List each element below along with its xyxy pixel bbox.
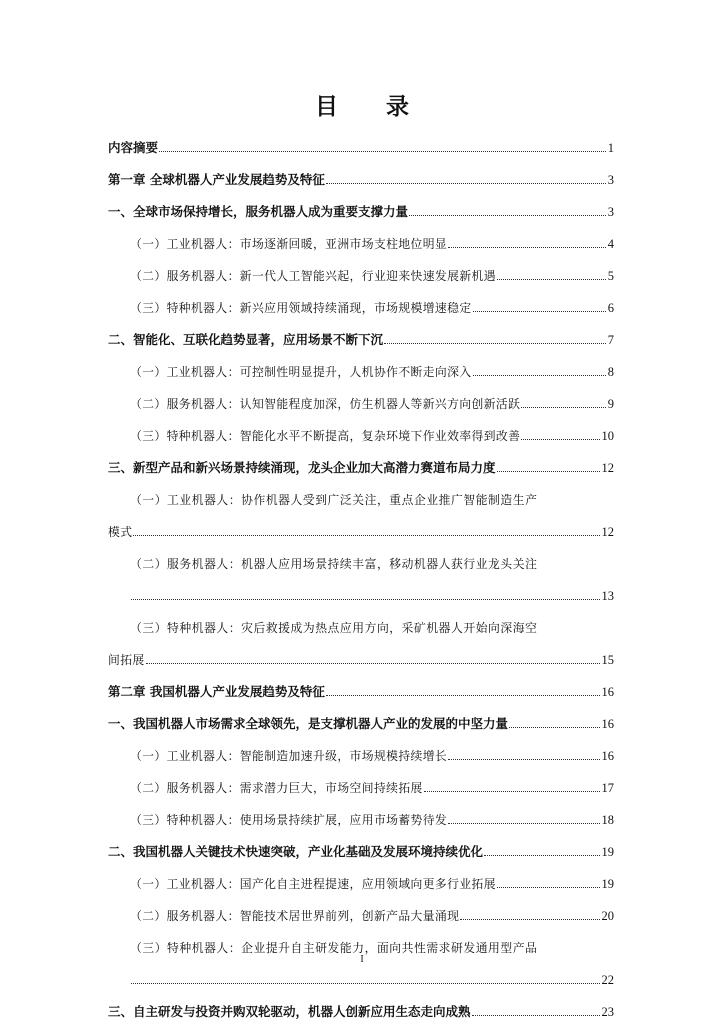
- toc-entry-label: 三、自主研发与投资并购双轮驱动，机器人创新应用生态走向成熟: [108, 1004, 471, 1019]
- toc-entry-label: （二）服务机器人：智能技术居世界前列，创新产品大量涌现: [130, 909, 460, 923]
- toc-entry-label: （三）特种机器人：使用场景持续扩展，应用市场蓄势待发: [130, 813, 448, 827]
- toc-page-number: 13: [601, 589, 614, 603]
- leader-dots: [384, 343, 606, 344]
- toc-page-number: 9: [607, 397, 614, 411]
- toc-page-number: 6: [607, 301, 614, 315]
- toc-entry[interactable]: [108, 669, 614, 701]
- leader-dots: [448, 759, 599, 760]
- toc-entry-label: （一）工业机器人：可控制性明显提升，人机协作不断走向深入: [130, 365, 472, 379]
- toc-page-number: 16: [601, 685, 614, 699]
- toc-page-number: 16: [601, 749, 614, 763]
- toc-entry[interactable]: [108, 285, 614, 317]
- toc-entry-label: 内容摘要: [108, 140, 159, 155]
- toc-entry-label: （一）工业机器人：智能制造加速升级，市场规模持续增长: [130, 749, 448, 763]
- toc-entry[interactable]: [108, 125, 614, 157]
- toc-entry-label: 三、新型产品和新兴场景持续涌现，龙头企业加大高潜力赛道布局力度: [108, 460, 496, 475]
- leader-dots: [460, 919, 599, 920]
- toc-page-number: 1: [607, 141, 614, 155]
- toc-page-number: 19: [601, 845, 614, 859]
- leader-dots: [424, 791, 600, 792]
- toc-entry-continuation[interactable]: [108, 509, 614, 541]
- toc-entry-label: （一）工业机器人：市场逐渐回暖，亚洲市场支柱地位明显: [130, 237, 448, 251]
- toc-entry-label: （三）特种机器人：智能化水平不断提高，复杂环境下作业效率得到改善: [130, 429, 521, 443]
- leader-dots: [326, 183, 606, 184]
- toc-entry[interactable]: [108, 989, 614, 1021]
- leader-dots: [326, 695, 600, 696]
- toc-page-number: 7: [607, 333, 614, 347]
- leader-dots: [521, 439, 599, 440]
- toc-entry[interactable]: [108, 797, 614, 829]
- leader-dots: [131, 983, 600, 984]
- toc-page-number: 12: [601, 525, 614, 539]
- toc-page-number: 23: [601, 1005, 614, 1019]
- toc-entry-label-continued: 间拓展: [108, 653, 145, 667]
- toc-entry-continuation[interactable]: [108, 573, 614, 605]
- leader-dots: [146, 663, 600, 664]
- leader-dots: [159, 151, 606, 152]
- toc-entry[interactable]: [108, 829, 614, 861]
- toc-entry-label-continued: 模式: [108, 525, 133, 539]
- toc-entry[interactable]: [108, 349, 614, 381]
- toc-entry-label: （三）特种机器人：企业提升自主研发能力，面向共性需求研发通用型产品: [130, 941, 538, 955]
- toc-page-number: 5: [607, 269, 614, 283]
- toc-page-number: 8: [607, 365, 614, 379]
- toc-page-number: 3: [607, 205, 614, 219]
- toc-entry[interactable]: [108, 925, 614, 957]
- toc-entry-label: （三）特种机器人：新兴应用领域持续涌现，市场规模增速稳定: [130, 301, 472, 315]
- leader-dots: [133, 535, 599, 536]
- toc-page-number: 15: [601, 653, 614, 667]
- leader-dots: [131, 599, 600, 600]
- toc-page-number: 18: [601, 813, 614, 827]
- toc-entry[interactable]: [108, 605, 614, 637]
- toc-entry-label: （二）服务机器人：新一代人工智能兴起，行业迎来快速发展新机遇: [130, 269, 496, 283]
- toc-page-number: 12: [601, 461, 614, 475]
- toc-entry-label: （二）服务机器人：需求潜力巨大，市场空间持续拓展: [130, 781, 423, 795]
- toc-page-number: 17: [601, 781, 614, 795]
- leader-dots: [497, 471, 600, 472]
- toc-entry[interactable]: [108, 861, 614, 893]
- toc-page-number: 4: [607, 237, 614, 251]
- toc-entry[interactable]: [108, 317, 614, 349]
- leader-dots: [497, 279, 606, 280]
- toc-entry[interactable]: [108, 765, 614, 797]
- toc-entry[interactable]: [108, 733, 614, 765]
- leader-dots: [484, 855, 599, 856]
- leader-dots: [473, 311, 606, 312]
- toc-entry[interactable]: [108, 221, 614, 253]
- table-of-contents: [108, 125, 614, 1021]
- toc-entry[interactable]: [108, 893, 614, 925]
- toc-entry-continuation[interactable]: [108, 637, 614, 669]
- toc-entry[interactable]: [108, 701, 614, 733]
- leader-dots: [409, 215, 606, 216]
- toc-entry-label: 一、全球市场保持增长，服务机器人成为重要支撑力量: [108, 204, 409, 219]
- toc-entry-label: （一）工业机器人：协作机器人受到广泛关注，重点企业推广智能制造生产: [130, 493, 538, 507]
- leader-dots: [472, 1015, 600, 1016]
- toc-entry-label: （二）服务机器人：机器人应用场景持续丰富，移动机器人获行业龙头关注: [130, 557, 538, 571]
- toc-entry-label: 第二章 我国机器人产业发展趋势及特征: [108, 684, 325, 699]
- page-number-footer: I: [360, 954, 364, 965]
- toc-page-number: 20: [601, 909, 614, 923]
- leader-dots: [521, 407, 605, 408]
- toc-page-number: 19: [601, 877, 614, 891]
- toc-page-number: 10: [601, 429, 614, 443]
- toc-entry-label: 二、我国机器人关键技术快速突破，产业化基础及发展环境持续优化: [108, 844, 484, 859]
- toc-entry[interactable]: [108, 477, 614, 509]
- toc-page-number: 22: [601, 973, 614, 987]
- toc-entry-label: 一、我国机器人市场需求全球领先，是支撑机器人产业的发展的中坚力量: [108, 716, 509, 731]
- leader-dots: [448, 247, 606, 248]
- toc-entry-label: （三）特种机器人：灾后救援成为热点应用方向，采矿机器人开始向深海空: [130, 621, 538, 635]
- toc-entry[interactable]: [108, 413, 614, 445]
- toc-entry[interactable]: [108, 157, 614, 189]
- toc-page-number: 16: [601, 717, 614, 731]
- leader-dots: [473, 375, 606, 376]
- leader-dots: [509, 727, 599, 728]
- leader-dots: [448, 823, 599, 824]
- toc-entry-label: （二）服务机器人：认知智能程度加深，仿生机器人等新兴方向创新活跃: [130, 397, 521, 411]
- toc-entry-label: 二、智能化、互联化趋势显著，应用场景不断下沉: [108, 332, 384, 347]
- leader-dots: [497, 887, 600, 888]
- toc-entry[interactable]: [108, 381, 614, 413]
- toc-entry-label: （一）工业机器人：国产化自主进程提速，应用领域向更多行业拓展: [130, 877, 496, 891]
- toc-entry[interactable]: [108, 189, 614, 221]
- toc-entry-label: 第一章 全球机器人产业发展趋势及特征: [108, 172, 325, 187]
- toc-entry[interactable]: [108, 445, 614, 477]
- toc-entry[interactable]: [108, 541, 614, 573]
- page-title: 目 录: [314, 94, 429, 120]
- toc-page-number: 3: [607, 173, 614, 187]
- toc-entry[interactable]: [108, 253, 614, 285]
